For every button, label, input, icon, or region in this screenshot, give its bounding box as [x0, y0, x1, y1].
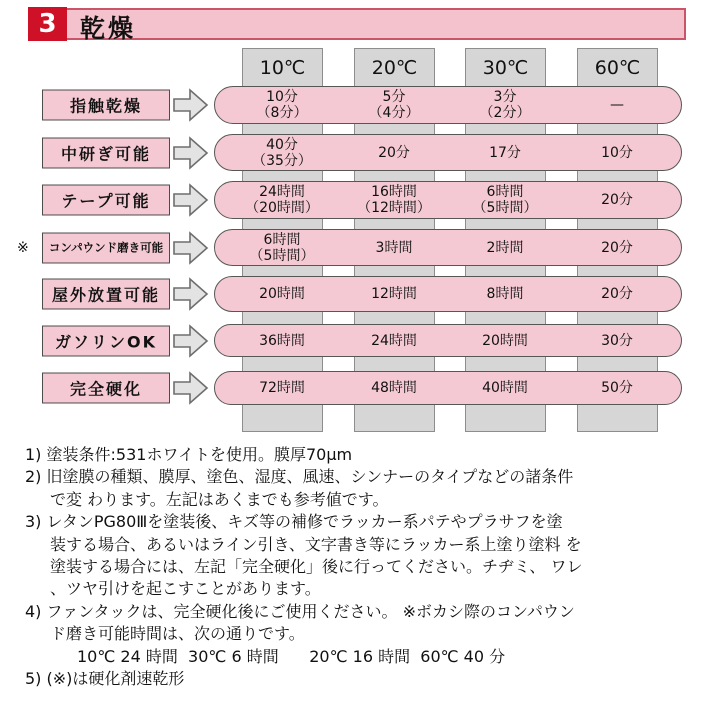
cell-60c: 20分	[601, 286, 633, 302]
cell-60c: 30分	[601, 332, 633, 349]
cell-20c: 16時間 （12時間）	[357, 184, 431, 216]
cell-20c: 24時間	[371, 332, 417, 349]
cell-10c: 10分 （8分）	[256, 89, 308, 121]
cell-10c: 36時間	[259, 332, 305, 349]
cell-10c: 72時間	[259, 380, 305, 396]
cell-60c: 20分	[601, 239, 633, 256]
row-label-text: 指触乾燥	[69, 96, 142, 116]
column-header-60c: 60℃	[594, 57, 641, 79]
row-label-text: ガソリンOK	[54, 332, 157, 351]
cell-60c: 10分	[601, 144, 633, 161]
row-label-text: テープ可能	[61, 191, 151, 211]
table-row	[0, 276, 713, 312]
cell-30c: 17分	[489, 144, 521, 161]
note-line: 装する場合、あるいはライン引き、文字書き等にラッカー系上塗り塗料 を	[50, 534, 582, 554]
note-line: 5) (※)は硬化剤速乾形	[25, 668, 185, 688]
row-label	[42, 232, 170, 263]
note-line: 10℃ 24 時間 30℃ 6 時間 20℃ 16 時間 60℃ 40 分	[77, 646, 506, 666]
note-line: で変 わります。左記はあくまでも参考値です。	[50, 489, 389, 509]
row-label-text: 中研ぎ可能	[60, 144, 151, 163]
note-line: 2) 旧塗膜の種類、膜厚、塗色、湿度、風速、シンナーのタイプなどの諸条件	[25, 467, 574, 487]
row-label	[42, 373, 170, 404]
cell-20c: 5分 （4分）	[368, 89, 420, 121]
cell-60c: 20分	[601, 192, 633, 208]
cell-60c: 50分	[601, 380, 633, 396]
arrow-right-icon	[173, 231, 209, 265]
cell-20c: 20分	[378, 144, 410, 161]
cell-30c: 3分 （2分）	[479, 89, 531, 121]
cell-30c: 2時間	[486, 239, 524, 256]
arrow-right-icon	[173, 324, 209, 358]
arrow-right-icon	[173, 88, 209, 122]
table-row	[0, 229, 713, 266]
cell-30c: 8時間	[486, 286, 524, 302]
row-label	[42, 279, 170, 310]
cell-30c: 40時間	[482, 380, 528, 396]
page-title: 乾燥	[80, 14, 137, 43]
cell-20c: 48時間	[371, 380, 417, 396]
footnotes	[25, 444, 582, 690]
cell-30c: 6時間 （5時間）	[472, 184, 538, 216]
cell-10c: 40分 （35分）	[252, 136, 312, 169]
cell-10c: 20時間	[259, 286, 305, 302]
table-row	[0, 86, 713, 124]
table-row	[0, 181, 713, 219]
cell-20c: 12時間	[371, 286, 417, 302]
row-label	[42, 185, 170, 216]
table-row	[0, 134, 713, 171]
column-header-30c: 30℃	[482, 57, 529, 79]
note-line: ド磨き可能時間は、次の通りです。	[50, 624, 305, 644]
row-label-text: 屋外放置可能	[51, 285, 160, 305]
row-label	[42, 137, 170, 168]
cell-10c: 24時間 （20時間）	[245, 184, 319, 216]
row-label-text: コンパウンド磨き可能	[48, 240, 164, 255]
row-label	[42, 90, 170, 121]
row-label	[42, 325, 170, 356]
row-note-mark: ※	[17, 239, 29, 256]
cell-20c: 3時間	[375, 239, 413, 256]
column-header-20c: 20℃	[371, 57, 418, 79]
table-row	[0, 324, 713, 357]
arrow-right-icon	[173, 277, 209, 311]
arrow-right-icon	[173, 136, 209, 170]
note-line: 1) 塗装条件:531ホワイトを使用。膜厚70μm	[25, 445, 353, 464]
table-row	[0, 371, 713, 405]
column-header-10c: 10℃	[259, 57, 306, 79]
arrow-right-icon	[173, 371, 209, 405]
note-line: 3) レタンPG80Ⅲを塗装後、キズ等の補修でラッカー系パテやプラサフを塗	[25, 512, 563, 532]
note-line: 塗装する場合には、左記「完全硬化」後に行ってください。チヂミ、 ワレ	[50, 556, 583, 576]
note-line: 4) ファンタックは、完全硬化後にご使用ください。 ※ボカシ際のコンパウン	[25, 601, 575, 621]
arrow-right-icon	[173, 183, 209, 217]
cell-10c: 6時間 （5時間）	[249, 231, 315, 264]
row-label-text: 完全硬化	[69, 379, 142, 399]
cell-60c: —	[610, 97, 624, 113]
note-line: 、ツヤ引けを起こすことがあります。	[50, 579, 321, 599]
section-number: 3	[28, 7, 67, 41]
cell-30c: 20時間	[482, 332, 528, 349]
